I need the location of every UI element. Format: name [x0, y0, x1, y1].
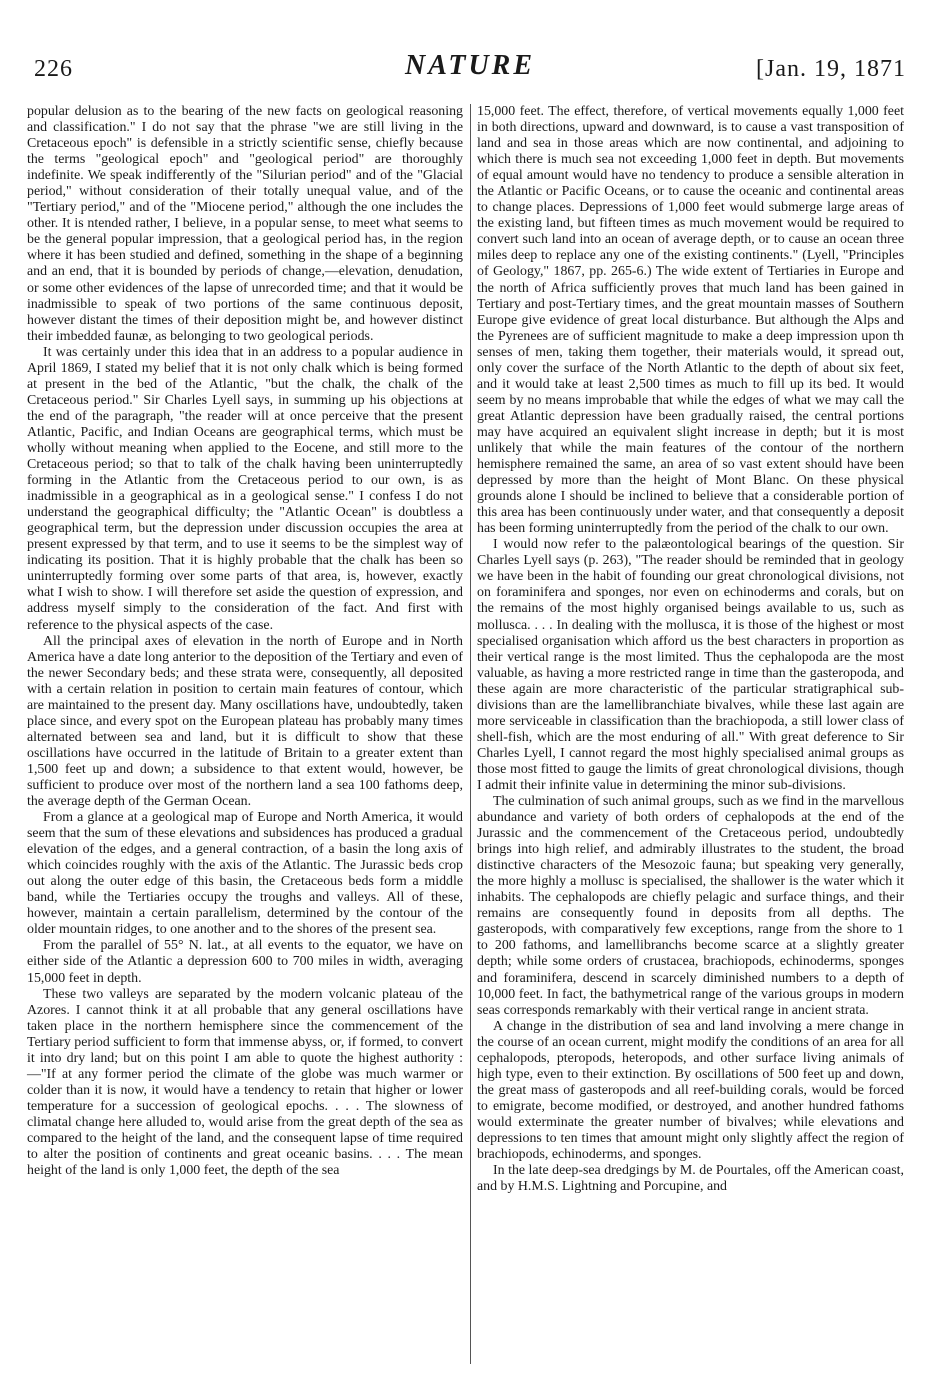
paragraph: 15,000 feet. The effect, therefore, of vertical movements equally 1,000 feet in both directions, upward and downward, is to cause a vast transposition of land and sea in those areas which are now continental, and adjoining to which there is much sea not exceeding 1,000 feet in depth. But movements of equal amount would have no tendency to produce a sensible alteration in the Atlantic or Pacific Oceans, or to cause the oceanic and continental areas to change places. Depressions of 1,000 feet would submerge large areas of the existing land, but fifteen times as much movement would be required to convert such land into an ocean of average depth, or to cause an ocean three miles deep to replace any one of the existing continents." (Lyell, "Principles of Geology," 1867, pp. 265-6.) The wide extent of Tertiaries in Europe and the north of Africa sufficiently proves that much land has been gained in Tertiary and post-Tertiary times, and the great mountain masses of Southern Europe give evidence of great local disturbance. But although the Alps and the Pyrenees are of sufficient magnitude to make a deep impression upon th senses of men, taking them together, their materials would, it spread out, only cover the surface of the North Atlantic to the depth of about six feet, and it would take at least 2,500 times as much to fill up its bed. It would seem by no means improbable that while the edges of what we may call the great Atlantic depression have been gradually raised, the central portions may have acquired an equivalent slight increase in depth; but it is most unlikely that while the main features of the contour of the northern hemisphere remained the same, an area of so vast extent should have been depressed by more than the height of Mont Blanc. On these physical grounds alone I should be inclined to believe that a considerable portion of this area has been continuously under water, and that consequently a deposit has been forming uninterruptedly from the period of the chalk to our own. [477, 104, 904, 537]
paragraph: These two valleys are separated by the modern volcanic plateau of the Azores. I cannot think it at all probable that any general oscillations have taken place in the northern hemisphere since the commencement of the Tertiary period sufficient to form that immense abyss, or, if formed, to convert it into dry land; but on this point I am able to quote the highest authority :—"If at any former period the climate of the globe was much warmer or colder than it is now, it would have a tendency to retain that higher or lower temperature for a succession of geological epochs. . . . The slowness of climatal change here alluded to, would arise from the great depth of the sea as compared to the height of the land, and the consequent lapse of time required to alter the position of continents and great oceanic basins. . . . The mean height of the land is only 1,000 feet, the depth of the sea [27, 986, 463, 1179]
paragraph: popular delusion as to the bearing of the new facts on geological reasoning and classification." I do not say that the phrase "we are still living in the Cretaceous epoch" is defensible in a strictly scientific sense, chiefly because the terms "geological epoch" and "geological period" are thoroughly indefinite. We speak indifferently of the "Silurian period" and of the "Glacial period," without consideration of their totally unequal value, and of the "Tertiary period," and of the "Miocene period," although the one includes the other. It is ntended rather, I believe, in a popular sense, to meet what seems to be the general popular impression, that a geological period has, in the region where it has been studied and defined, something in the shape of a beginning and an end, that it is bounded by periods of change,—elevation, denudation, or some other evidences of the lapse of unrecorded time; and that it would be inadmissible to speak of two portions of the same continuous deposit, however distant the times of their deposition might be, and however distinct their imbedded faunæ, as belonging to two geological periods. [27, 104, 463, 344]
paragraph: I would now refer to the palæontological bearings of the question. Sir Charles Lyell says (p. 263), "The reader should be reminded that in geology we have been in the habit of founding our great chronological divisions, not on foraminifera and sponges, nor even on echinoderms and corals, but on the remains of the most highly organised beings available to us, such as mollusca. . . . In dealing with the mollusca, it is those of the highest or most specialised organisation which afford us the best characters in proportion as their vertical range is the most limited. Thus the cephalopoda are the most valuable, as having a more restricted range in time than the gasteropoda, and these again are more characteristic of the particular stratigraphical sub-divisions than are the lamellibranchiate bivalves, while these last again are more serviceable in classification than the brachiopoda, a still lower class of shell-fish, which are the most enduring of all." With great deference to Sir Charles Lyell, I cannot regard the most highly specialised animal groups as those most fitted to gauge the limits of great chronological divisions, though I admit their infinite value in determining the minor sub-divisions. [477, 537, 904, 793]
column-divider [470, 104, 471, 1364]
paragraph: It was certainly under this idea that in an address to a popular audience in April 1869, I stated my belief that it is not only chalk which is being formed at present in the bed of the Atlantic, "but the chalk, the chalk of the Cretaceous period." Sir Charles Lyell says, in summing up his objections at the end of the paragraph, "the reader will at once perceive that the present Atlantic, Pacific, and Indian Oceans are geographical terms, which must be wholly without meaning when applied to the Eocene, and still more to the Cretaceous period; so that to talk of the chalk having been uninterruptedly forming in the Atlantic from the Cretaceous period to our own, is as inadmissible in a geographical as in a geological sense." I confess I do not understand the geographical difficulty; the "Atlantic Ocean" is doubtless a geographical term, but the depression under discussion occupies the area at present expressed by that term, and to use it seems to be the simplest way of indicating its position. That it is highly probable that the chalk has been so uninterruptedly forming over some parts of that area, is, however, exactly what I wish to show. I will therefore set aside the question of expression, and address myself simply to the consideration of the fact. And first with reference to the physical aspects of the case. [27, 344, 463, 633]
issue-date: [Jan. 19, 1871 [756, 56, 906, 82]
journal-title: NATURE [404, 50, 536, 81]
paragraph: All the principal axes of elevation in the north of Europe and in North America have a date long anterior to the deposition of the Tertiary and even of the newer Secondary beds; and these strata were, consequently, all deposited with a certain relation in position to certain main features of contour, which are maintained to the present day. Many oscillations have, undoubtedly, taken place since, and every spot on the European plateau has probably many times alternated between sea and land, but it is difficult to show that these oscillations have occurred in the latitude of Britain to a greater extent than 1,500 feet up and down; a subsidence to that extent would, however, be sufficient to produce over most of the northern land a sea 100 fathoms deep, the average depth of the German Ocean. [27, 633, 463, 810]
paragraph: A change in the distribution of sea and land involving a mere change in the course of an ocean current, might modify the conditions of an area for all cephalopods, pteropods, heteropods, and other surface living animals of high type, even to their extinction. By oscillations of 500 feet up and down, the great mass of gasteropods and all reef-building corals, would be forced to emigrate, become modified, or destroyed, and another hundred fathoms would exterminate the greater number of bivalves; while elevations and depressions to ten times that amount might only slightly affect the region of brachiopods, echinoderms, and sponges. [477, 1018, 904, 1163]
paragraph: From a glance at a geological map of Europe and North America, it would seem that the sum of these elevations and subsidences has produced a gradual elevation of the edges, and a general contraction, of a basin the long axis of which coincides roughly with the axis of the Atlantic. The Jurassic beds crop out along the outer edge of this basin, the Cretaceous beds form a middle band, while the Tertiaries occupy the troughs and valleys. All of these, however, maintain a certain parallelism, determined by the contour of the older mountain ridges, to one another and to the shores of the present sea. [27, 810, 463, 938]
paragraph: From the parallel of 55° N. lat., at all events to the equator, we have on either side of the Atlantic a depression 600 to 700 miles in width, averaging 15,000 feet in depth. [27, 938, 463, 986]
right-column [477, 104, 904, 1195]
left-column [27, 104, 463, 1179]
paragraph: The culmination of such animal groups, such as we find in the marvellous abundance and variety of both orders of cephalopods at the end of the Jurassic and the commencement of the Cretaceous period, undoubtedly brings into high relief, and admirably illustrates to the student, the broad distinctive characters of the Mesozoic fauna; but speaking very generally, the more highly a mollusc is specialised, the shallower is the water which it inhabits. The cephalopods are chiefly pelagic and surface things, and their remains are consequently found in deposits from all depths. The gasteropods, with comparatively few exceptions, range from the shore to 1 to 200 fathoms, and lamellibranchs become scarce at a slightly greater depth; while some orders of crustacea, brachiopods, echinoderms, sponges and foraminifera, descend in scarcely diminished numbers to a depth of 10,000 feet. In fact, the bathymetrical range of the various groups in modern seas corresponds remarkably with their vertical range in ancient strata. [477, 794, 904, 1018]
page-header [34, 50, 906, 84]
paragraph: In the late deep-sea dredgings by M. de Pourtales, off the American coast, and by H.M.S. Lightning and Porcupine, and [477, 1163, 904, 1195]
page-number: 226 [34, 56, 73, 82]
